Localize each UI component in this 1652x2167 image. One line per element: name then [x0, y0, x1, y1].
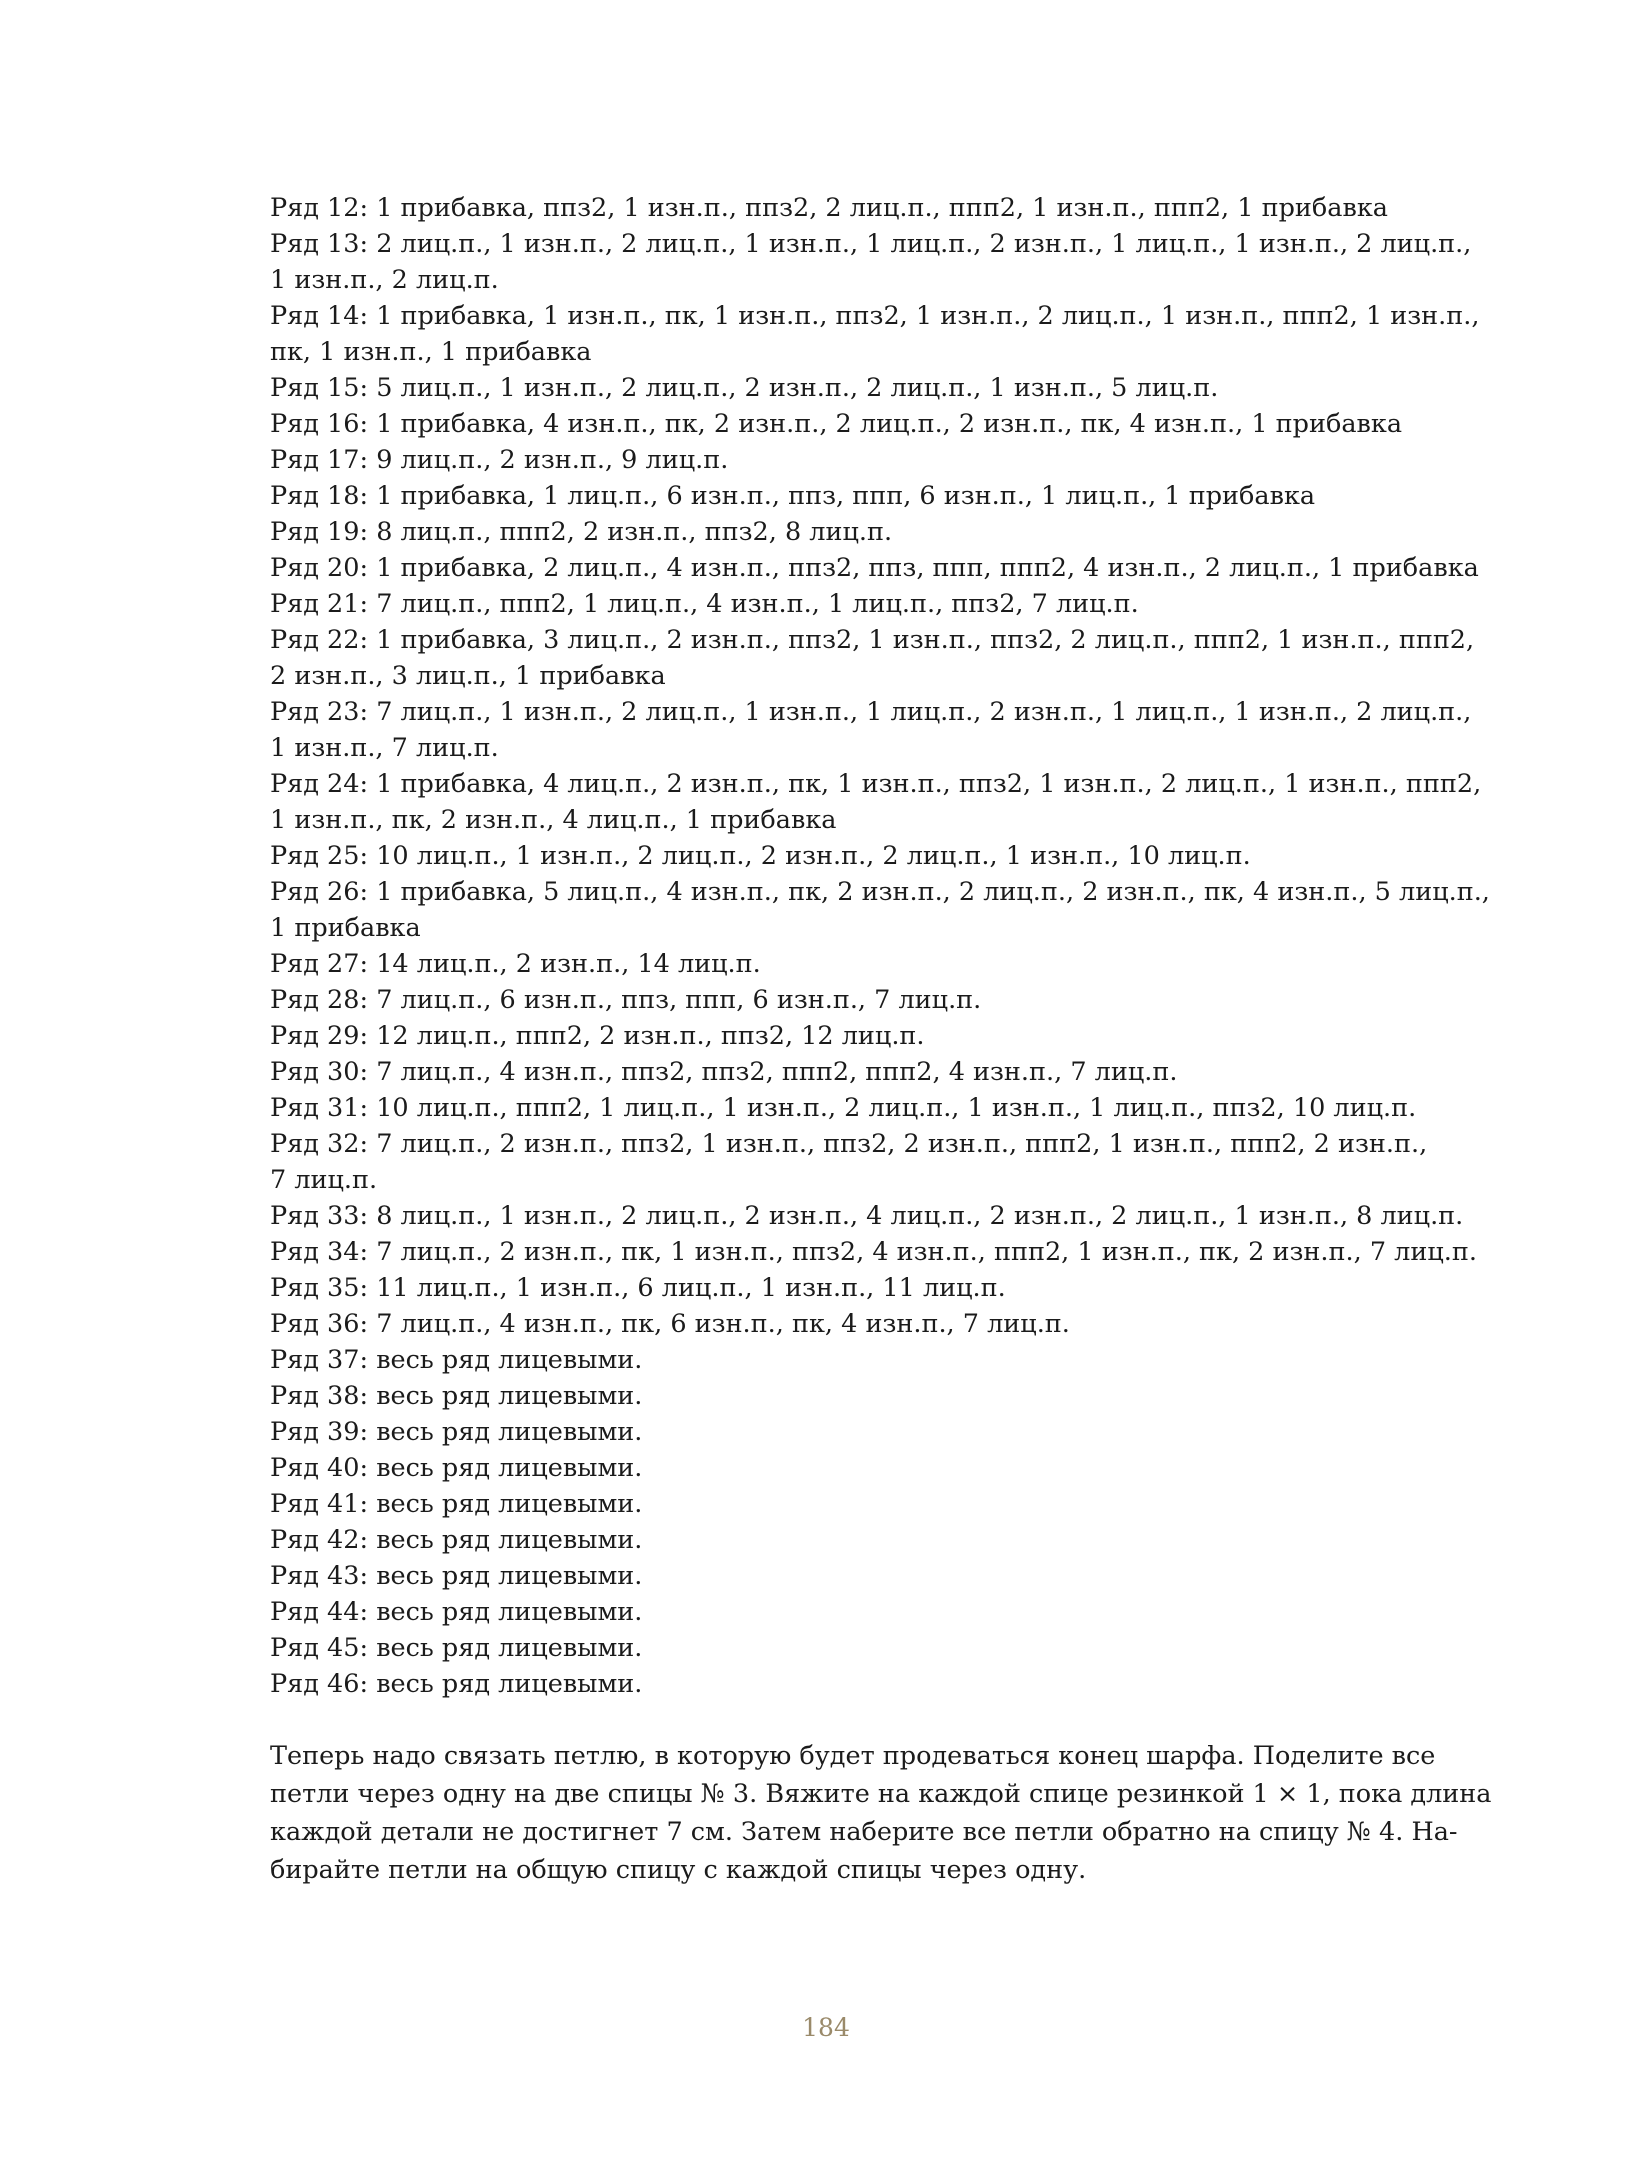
pattern-row-line: Ряд 31: 10 лиц.п., ппп2, 1 лиц.п., 1 изн.п., 2 лиц.п., 1 изн.п., 1 лиц.п., ппз2, 10 лиц.п. — [270, 1093, 1417, 1123]
instruction-paragraph — [270, 1737, 1492, 1889]
pattern-row-line: Ряд 19: 8 лиц.п., ппп2, 2 изн.п., ппз2, 8 лиц.п. — [270, 517, 893, 547]
pattern-row-line: Ряд 26: 1 прибавка, 5 лиц.п., 4 изн.п., пк, 2 изн.п., 2 лиц.п., 2 изн.п., пк, 4 изн.п., 5 лиц.п., — [270, 877, 1490, 907]
pattern-row-line: Ряд 21: 7 лиц.п., ппп2, 1 лиц.п., 4 изн.п., 1 лиц.п., ппз2, 7 лиц.п. — [270, 589, 1139, 619]
pattern-row-line: Ряд 17: 9 лиц.п., 2 изн.п., 9 лиц.п. — [270, 445, 729, 475]
pattern-row-line: Ряд 20: 1 прибавка, 2 лиц.п., 4 изн.п., ппз2, ппз, ппп, ппп2, 4 изн.п., 2 лиц.п., 1 прибавка — [270, 553, 1479, 583]
pattern-row-line: Ряд 40: весь ряд лицевыми. — [270, 1453, 643, 1483]
pattern-row-line: 1 изн.п., пк, 2 изн.п., 4 лиц.п., 1 прибавка — [270, 805, 837, 835]
pattern-row-line: Ряд 30: 7 лиц.п., 4 изн.п., ппз2, ппз2, ппп2, ппп2, 4 изн.п., 7 лиц.п. — [270, 1057, 1178, 1087]
paragraph-line: петли через одну на две спицы № 3. Вяжите на каждой спице резинкой 1 × 1, пока длина — [270, 1779, 1492, 1809]
pattern-row-line: Ряд 36: 7 лиц.п., 4 изн.п., пк, 6 изн.п., пк, 4 изн.п., 7 лиц.п. — [270, 1309, 1070, 1339]
pattern-row-line: 2 изн.п., 3 лиц.п., 1 прибавка — [270, 661, 666, 691]
paragraph-line: бирайте петли на общую спицу с каждой спицы через одну. — [270, 1855, 1087, 1885]
paragraph-line: каждой детали не достигнет 7 см. Затем наберите все петли обратно на спицу № 4. На- — [270, 1817, 1458, 1847]
pattern-row-line: Ряд 44: весь ряд лицевыми. — [270, 1597, 643, 1627]
pattern-row-line: Ряд 32: 7 лиц.п., 2 изн.п., ппз2, 1 изн.п., ппз2, 2 изн.п., ппп2, 1 изн.п., ппп2, 2 изн.п., — [270, 1129, 1428, 1159]
pattern-row-line: Ряд 18: 1 прибавка, 1 лиц.п., 6 изн.п., ппз, ппп, 6 изн.п., 1 лиц.п., 1 прибавка — [270, 481, 1316, 511]
pattern-rows — [270, 190, 1490, 1702]
pattern-row-line: Ряд 15: 5 лиц.п., 1 изн.п., 2 лиц.п., 2 изн.п., 2 лиц.п., 1 изн.п., 5 лиц.п. — [270, 373, 1219, 403]
pattern-row-line: Ряд 24: 1 прибавка, 4 лиц.п., 2 изн.п., пк, 1 изн.п., ппз2, 1 изн.п., 2 лиц.п., 1 изн.п., ппп2, — [270, 769, 1482, 799]
paragraph-line: Теперь надо связать петлю, в которую будет продеваться конец шарфа. Поделите все — [270, 1741, 1436, 1771]
pattern-row-line: Ряд 14: 1 прибавка, 1 изн.п., пк, 1 изн.п., ппз2, 1 изн.п., 2 лиц.п., 1 изн.п., ппп2, 1 изн.п., — [270, 301, 1480, 331]
pattern-row-line: Ряд 37: весь ряд лицевыми. — [270, 1345, 643, 1375]
pattern-row-line: Ряд 42: весь ряд лицевыми. — [270, 1525, 643, 1555]
pattern-row-line: Ряд 38: весь ряд лицевыми. — [270, 1381, 643, 1411]
pattern-row-line: Ряд 35: 11 лиц.п., 1 изн.п., 6 лиц.п., 1 изн.п., 11 лиц.п. — [270, 1273, 1006, 1303]
pattern-row-line: Ряд 22: 1 прибавка, 3 лиц.п., 2 изн.п., ппз2, 1 изн.п., ппз2, 2 лиц.п., ппп2, 1 изн.п., ппп2, — [270, 625, 1475, 655]
pattern-row-line: Ряд 39: весь ряд лицевыми. — [270, 1417, 643, 1447]
pattern-row-line: Ряд 16: 1 прибавка, 4 изн.п., пк, 2 изн.п., 2 лиц.п., 2 изн.п., пк, 4 изн.п., 1 прибавка — [270, 409, 1403, 439]
pattern-row-line: Ряд 27: 14 лиц.п., 2 изн.п., 14 лиц.п. — [270, 949, 761, 979]
pattern-row-line: Ряд 41: весь ряд лицевыми. — [270, 1489, 643, 1519]
pattern-row-line: Ряд 43: весь ряд лицевыми. — [270, 1561, 643, 1591]
pattern-row-line: пк, 1 изн.п., 1 прибавка — [270, 337, 592, 367]
pattern-row-line: 1 изн.п., 2 лиц.п. — [270, 265, 499, 295]
pattern-row-line: Ряд 45: весь ряд лицевыми. — [270, 1633, 643, 1663]
pattern-row-line: Ряд 46: весь ряд лицевыми. — [270, 1669, 643, 1699]
pattern-row-line: Ряд 29: 12 лиц.п., ппп2, 2 изн.п., ппз2, 12 лиц.п. — [270, 1021, 925, 1051]
pattern-row-line: 7 лиц.п. — [270, 1165, 378, 1195]
pattern-row-line: Ряд 34: 7 лиц.п., 2 изн.п., пк, 1 изн.п., ппз2, 4 изн.п., ппп2, 1 изн.п., пк, 2 изн.п., 7 лиц.п. — [270, 1237, 1477, 1267]
page-number: 184 — [802, 2013, 850, 2042]
pattern-row-line: 1 прибавка — [270, 913, 421, 943]
pattern-row-line: Ряд 13: 2 лиц.п., 1 изн.п., 2 лиц.п., 1 изн.п., 1 лиц.п., 2 изн.п., 1 лиц.п., 1 изн.п., 2 лиц.п., — [270, 229, 1472, 259]
pattern-row-line: Ряд 28: 7 лиц.п., 6 изн.п., ппз, ппп, 6 изн.п., 7 лиц.п. — [270, 985, 982, 1015]
pattern-row-line: Ряд 12: 1 прибавка, ппз2, 1 изн.п., ппз2, 2 лиц.п., ппп2, 1 изн.п., ппп2, 1 прибавка — [270, 193, 1388, 223]
pattern-row-line: Ряд 25: 10 лиц.п., 1 изн.п., 2 лиц.п., 2 изн.п., 2 лиц.п., 1 изн.п., 10 лиц.п. — [270, 841, 1251, 871]
pattern-row-line: Ряд 33: 8 лиц.п., 1 изн.п., 2 лиц.п., 2 изн.п., 4 лиц.п., 2 изн.п., 2 лиц.п., 1 изн.п., 8 лиц.п. — [270, 1201, 1464, 1231]
pattern-row-line: 1 изн.п., 7 лиц.п. — [270, 733, 499, 763]
pattern-row-line: Ряд 23: 7 лиц.п., 1 изн.п., 2 лиц.п., 1 изн.п., 1 лиц.п., 2 изн.п., 1 лиц.п., 1 изн.п., 2 лиц.п., — [270, 697, 1472, 727]
